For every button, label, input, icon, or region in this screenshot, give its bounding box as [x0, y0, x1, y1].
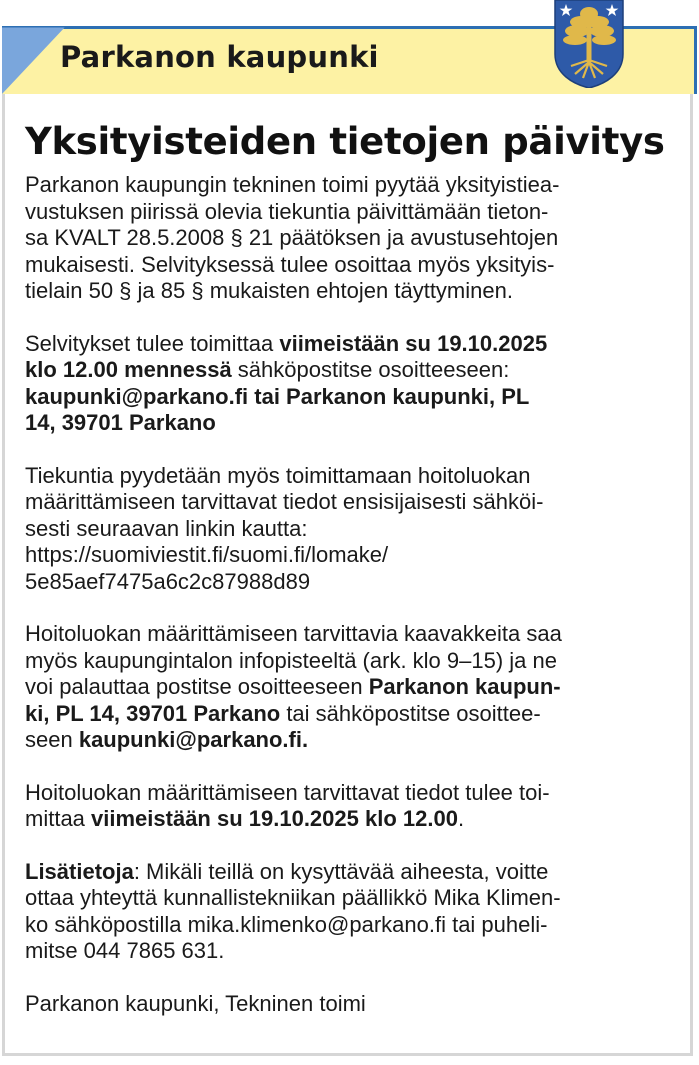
text-line: mitse 044 7865 631.: [25, 938, 225, 963]
contact-email: kaupunki@parkano.fi.: [78, 727, 309, 752]
deadline-date: viimeistään su 19.10.2025: [279, 330, 548, 356]
notice-headline: Yksityisteiden tietojen päivitys: [25, 120, 665, 163]
text-line: mukaisesti. Selvityksessä tulee osoittaa myös yksityis-: [25, 251, 555, 277]
more-info-label: Lisätietoja: [25, 858, 134, 884]
text-line: [25, 727, 673, 754]
text-segment: tai sähköpostitse osoittee-: [280, 700, 541, 726]
paragraph-deadline-2: [25, 780, 673, 833]
text-line: Parkanon kaupungin tekninen toimi pyytää yksityistiea-: [25, 172, 560, 197]
text-line: ko sähköpostilla mika.klimenko@parkano.fi tai puheli-: [25, 911, 548, 937]
text-line: [25, 357, 673, 384]
paragraph-forms: [25, 621, 673, 754]
text-line: Hoitoluokan määrittämiseen tarvittavat tiedot tulee toi-: [25, 779, 550, 805]
signature: [25, 991, 673, 1018]
contact-address: kaupunki@parkano.fi tai Parkanon kaupunki, PL: [25, 383, 530, 409]
postal-address: ki, PL 14, 39701 Parkano: [25, 700, 281, 726]
text-segment: Selvitykset tulee toimittaa: [25, 330, 280, 356]
form-link-part-2[interactable]: 5e85aef7475a6c2c87988d89: [25, 568, 311, 594]
text-line: tielain 50 § ja 85 § mukaisten ehtojen täyttyminen.: [25, 278, 513, 303]
text-line: myös kaupungintalon infopisteeltä (ark. klo 9–15) ja ne: [25, 647, 557, 673]
text-segment: .: [457, 806, 465, 831]
text-segment: : Mikäli teillä on kysyttävää aiheesta, voitte: [133, 858, 549, 884]
paragraph-intro: [25, 172, 673, 305]
paragraph-deadline: [25, 331, 673, 437]
text-line: [25, 701, 673, 728]
text-line: Tiekuntia pyydetään myös toimittamaan hoitoluokan: [25, 462, 531, 488]
text-line: [25, 384, 673, 411]
text-line: sa KVALT 28.5.2008 § 21 päätöksen ja avustusehtojen: [25, 225, 559, 250]
text-line: [25, 806, 673, 833]
text-line: vustuksen piirissä olevia tiekuntia päivittämään tieton-: [25, 198, 549, 224]
signature-line: Parkanon kaupunki, Tekninen toimi: [25, 990, 366, 1016]
form-link-part-1[interactable]: https://suomiviestit.fi/suomi.fi/lomake/: [25, 542, 389, 567]
notice-content: [25, 120, 673, 1043]
deadline-time: klo 12.00 mennessä: [25, 357, 232, 382]
header-title: Parkanon kaupunki: [60, 40, 379, 74]
text-line: [25, 331, 673, 358]
text-line: [25, 674, 673, 701]
text-line: [25, 410, 673, 437]
header-corner-decoration: [2, 26, 66, 94]
paragraph-link: [25, 463, 673, 596]
postal-address: 14, 39701 Parkano: [25, 410, 216, 435]
text-line: määrittämiseen tarvittavat tiedot ensisijaisesti sähköi-: [25, 489, 544, 514]
text-segment: mittaa: [25, 806, 92, 831]
text-line: [25, 859, 673, 886]
text-segment: seen: [25, 727, 79, 752]
postal-address: Parkanon kaupun-: [368, 674, 561, 699]
coat-of-arms-icon: [553, 0, 625, 88]
deadline-date: viimeistään su 19.10.2025 klo 12.00: [91, 806, 458, 831]
text-line: Hoitoluokan määrittämiseen tarvittavia kaavakkeita saa: [25, 621, 562, 646]
text-line: ottaa yhteyttä kunnallistekniikan päällikkö Mika Klimen-: [25, 885, 561, 910]
paragraph-more-info: [25, 859, 673, 965]
text-segment: sähköpostitse osoitteeseen:: [231, 357, 510, 382]
text-segment: voi palauttaa postitse osoitteeseen: [25, 674, 369, 699]
text-line: sesti seuraavan linkin kautta:: [25, 515, 308, 541]
